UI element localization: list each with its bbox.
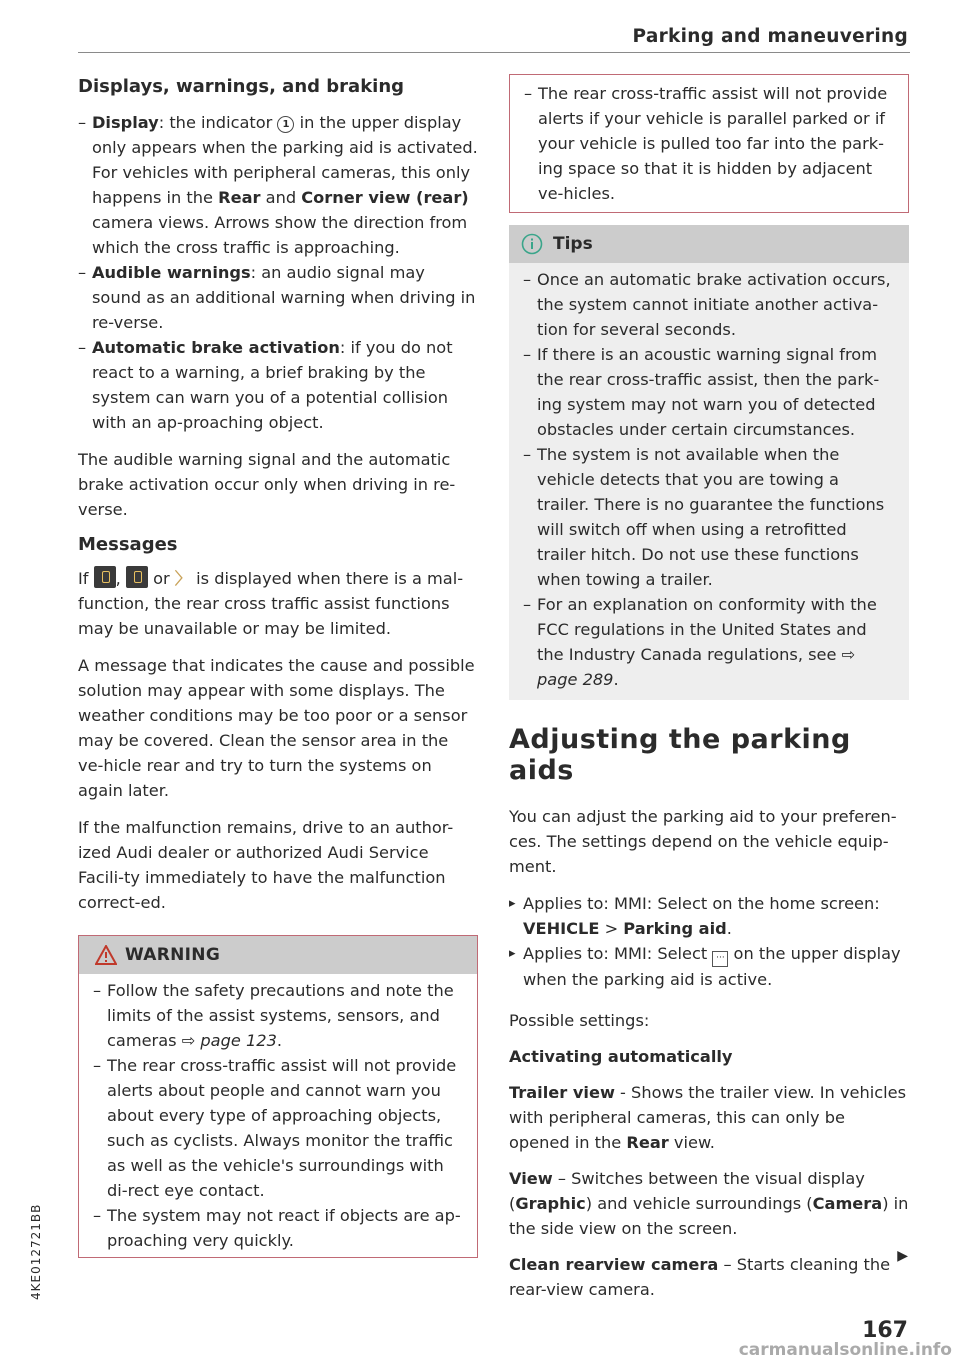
warning-triangle-icon <box>95 945 117 965</box>
para-malfunction: If the malfunction remains, drive to an author-ized Audi dealer or authorized Audi Service Facili-ty immediately to have the malfunction correct-ed. <box>78 818 454 912</box>
section-title-messages: Messages <box>78 534 178 555</box>
page-ref-link[interactable]: ⇨ page 123 <box>181 1031 277 1050</box>
continue-arrow-icon: ▶ <box>897 1248 908 1264</box>
step-1: ▸ Applies to: MMI: Select on the home screen: VEHICLE > Parking aid. <box>509 891 909 941</box>
more-options-icon: ··· <box>712 951 728 967</box>
cross-traffic-fault-icon: 〉 <box>174 569 191 588</box>
warning-item: – Follow the safety precautions and note the limits of the assist systems, sensors, and cameras ⇨ page 123. <box>93 978 463 1053</box>
parking-sensor-fault-icon <box>126 566 148 588</box>
possible-settings: Possible settings: <box>509 1011 650 1030</box>
para-messages: If , or 〉 is displayed when there is a mal-function, the rear cross traffic assist functions may be unavailable or may be limited. <box>78 566 478 641</box>
tips-body <box>509 263 909 700</box>
step-2: ▸ Applies to: MMI: Select ··· on the upper display when the parking aid is active. <box>509 941 909 992</box>
section-title-displays: Displays, warnings, and braking <box>78 76 405 97</box>
warning-title: WARNING <box>125 944 221 965</box>
tip-item: – Once an automatic brake activation occurs, the system cannot initiate another activa-tion for several seconds. <box>523 267 895 342</box>
right-column <box>509 74 909 1302</box>
tip-item: – If there is an acoustic warning signal from the rear cross-traffic assist, then the park-ing system may not warn you of detected obstacles under certain circumstances. <box>523 342 895 442</box>
warning-item: – The rear cross-traffic assist will not provide alerts if your vehicle is parallel parked or if your vehicle is pulled too far into the park-ing space so that it is hidden by adjacent ve-hicles. <box>524 81 894 206</box>
para-message-cause: A message that indicates the cause and possible solution may appear with some displays. The weather conditions may be too poor or a sensor may be covered. Clean the sensor area in the ve-hicle rear and try to turn the systems on again later. <box>78 656 475 800</box>
page-number: 167 <box>862 1318 908 1343</box>
watermark: carmanualsonline.info <box>738 1340 952 1360</box>
setting-trailer-view: Trailer view - Shows the trailer view. In vehicles with peripheral cameras, this can only be opened in the Rear view. <box>509 1083 907 1152</box>
header-rule <box>78 52 910 53</box>
page-header-title: Parking and maneuvering <box>632 26 908 47</box>
tips-header <box>509 225 909 263</box>
info-circle-icon <box>521 233 543 255</box>
warning-continuation-box <box>509 74 909 213</box>
setting-clean-rearview-camera: Clean rearview camera – Starts cleaning the rear-view camera. <box>509 1255 891 1299</box>
para-audible-brake: The audible warning signal and the automatic brake activation occur only when driving in re-verse. <box>78 450 456 519</box>
setting-view: View – Switches between the visual display (Graphic) and vehicle surroundings (Camera) in the side view on the screen. <box>509 1169 909 1238</box>
warning-body <box>79 974 477 1257</box>
item-audible: – Audible warnings: an audio signal may sound as an additional warning when driving in re-verse. <box>78 260 478 335</box>
intro-paragraph: You can adjust the parking aid to your preferen-ces. The settings depend on the vehicle equip-ment. <box>509 807 897 876</box>
warning-header <box>79 936 477 974</box>
item-brake: – Automatic brake activation: if you do not react to a warning, a brief braking by the system can warn you of a potential collision with an ap-proaching object. <box>78 335 478 435</box>
left-column <box>78 74 478 1258</box>
indicator-1-icon: 1 <box>277 116 294 133</box>
tip-item: – The system is not available when the vehicle detects that you are towing a trailer. There is no guarantee the functions will switch off when using a retrofitted trailer hitch. Do not use these functions when towing a trailer. <box>523 442 895 592</box>
tip-item: – For an explanation on conformity with the FCC regulations in the United States and the Industry Canada regulations, see ⇨ page 289. <box>523 592 895 692</box>
heading-adjusting-parking-aids: Adjusting the parking aids <box>509 724 851 786</box>
warning-item: – The system may not react if objects are ap-proaching very quickly. <box>93 1203 463 1253</box>
warning-box <box>78 935 478 1258</box>
tips-title: Tips <box>553 233 593 254</box>
setting-activating-automatically: Activating automatically <box>509 1047 733 1066</box>
warning-item: – The rear cross-traffic assist will not provide alerts about people and cannot warn you about every type of approaching objects, such as cyclists. Always monitor the traffic as well as the vehicle's surroundings with di-rect eye contact. <box>93 1053 463 1203</box>
tips-box <box>509 225 909 700</box>
document-code: 4KE012721BB <box>29 1203 43 1300</box>
parking-sensor-warning-icon <box>94 566 116 588</box>
item-display: – Display: the indicator 1 in the upper display only appears when the parking aid is activated. For vehicles with peripheral cameras, this only happens in the Rear and Corner view (rear) camera views. Arrows show the direction from which the cross traffic is approaching. <box>78 110 478 260</box>
page-ref-link[interactable]: ⇨ page 289 <box>537 645 856 689</box>
